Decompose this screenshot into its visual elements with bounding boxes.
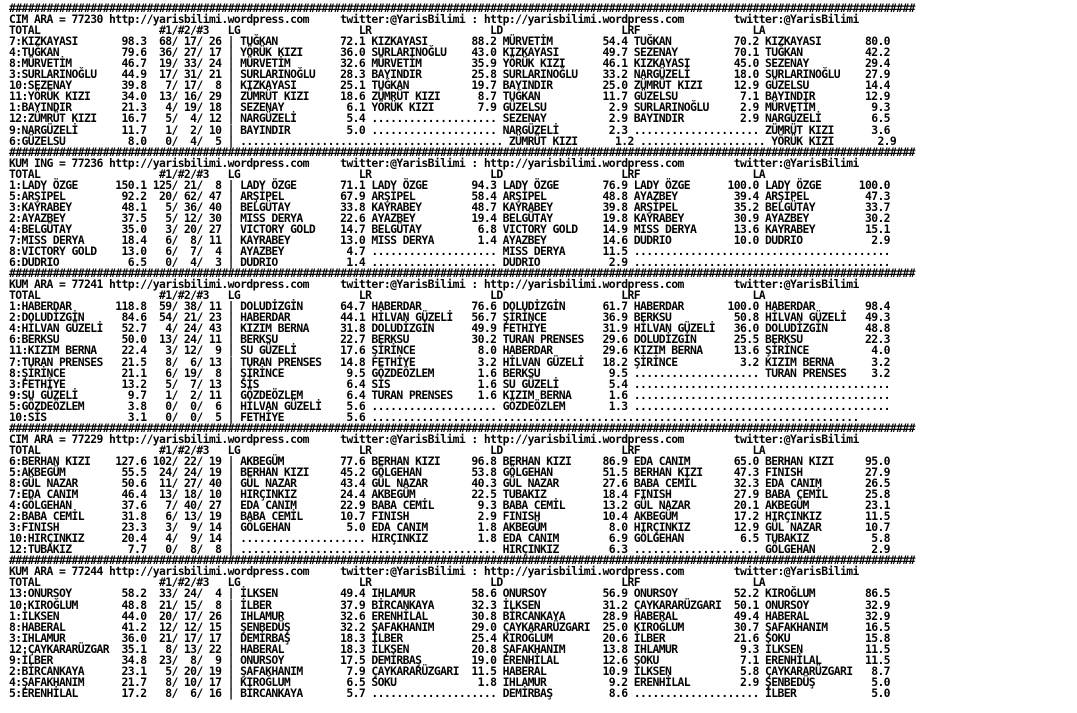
- race-header: CIM ARA = 77229 http://yarisbilimi.wordpress.com twitter:@YarisBilimi : http://yarisbilimi.wordpress.com twitter:@YarisBilimi: [9, 431, 859, 446]
- table-row: 11:KIZIM BERNA 22.4 3/ 12/ 9 | SU GÜZELİ 17.6 ŞİRİNCE 8.0 HABERDAR 29.6 KIZIM BERNA 13.6 ŞİRİNCE 4.0: [9, 343, 890, 358]
- table-row: 3:FINISH 23.3 3/ 9/ 14 | GÖLGEHAN 5.0 EDA CANIM 1.8 AKBEGÜM 8.0 HIRÇINKIZ 12.9 GÜL NAZAR 10.7: [9, 520, 890, 535]
- table-row: 5:GÖZDEÖZLEM 3.8 0/ 0/ 6 | HİLVAN GÜZELİ 5.6 .................... GÖZDEÖZLEM 1.3 .........................................: [9, 398, 890, 413]
- table-row: 2:AYAZBEY 37.5 5/ 12/ 30 | MISS DERYA 22.6 AYAZBEY 19.4 BELGÜTAY 19.8 KAYRABEY 30.9 AYAZBEY 30.2: [9, 210, 890, 225]
- table-row: 9:İLBER 34.8 23/ 8/ 9 | ONURSOY 17.5 DEMİRBAŞ 19.0 ERENHİLAL 12.6 SOKU 7.1 ERENHİLAL 11.5: [9, 652, 890, 667]
- column-header: TOTAL #1/#2/#3 LG LR LD LRF LA: [9, 166, 765, 181]
- table-row: 1:HABERDAR 118.8 59/ 38/ 11 | DOLUDİZGİN 64.7 HABERDAR 76.6 DOLUDİZGİN 61.7 HABERDAR 100.0 HABERDAR 98.4: [9, 299, 890, 314]
- table-row: 13:ONURSOY 58.2 33/ 24/ 4 | İLKSEN 49.4 IHLAMUR 58.6 ONURSOY 56.9 ONURSOY 52.2 KIROĞLUM 86.5: [9, 586, 890, 601]
- table-row: 6:BERHAN KIZI 127.6 102/ 22/ 19 | AKBEGÜM 77.6 BERHAN KIZI 96.8 BERHAN KIZI 86.9 EDA CANIM 65.0 BERHAN KIZI 95.0: [9, 453, 890, 468]
- table-row: 12:ÇAYKARARÜZGAR 35.1 8/ 13/ 22 | HABERAL 18.3 İLKSEN 20.8 ŞAFAKHANIM 13.8 IHLAMUR 9.3 İLKSEN 11.5: [9, 641, 890, 656]
- table-row: 9:NARGÜZELİ 11.7 1/ 2/ 10 | BAYINDIR 5.0 .................... NARGÜZELİ 2.3 .................... ZÜMRÜT KIZI 3.6: [9, 122, 890, 137]
- race-header: KUM ARA = 77244 http://yarisbilimi.wordpress.com twitter:@YarisBilimi : http://yarisbilimi.wordpress.com twitter:@YarisBilimi: [9, 564, 859, 579]
- table-row: 2:DOLUDİZGİN 84.6 54/ 21/ 23 | HABERDAR 44.1 HİLVAN GÜZELİ 56.7 ŞİRİNCE 36.9 BERKSU 50.8 HİLVAN GÜZELİ 49.3: [9, 310, 890, 325]
- table-row: 4:GÖLGEHAN 37.6 7/ 40/ 27 | EDA CANIM 22.9 BABA CEMİL 9.3 BABA CEMİL 13.2 GÜL NAZAR 20.1 AKBEGÜM 23.1: [9, 498, 890, 513]
- table-row: 12:ZÜMRÜT KIZI 16.7 5/ 4/ 12 | NARGÜZELİ 5.4 .................... SEZENAY 2.9 BAYINDIR 2.9 NARGÜZELİ 6.5: [9, 111, 890, 126]
- table-row: 8:VICTORY GOLD 13.0 6/ 7/ 4 | AYAZBEY 4.7 .................... MISS DERYA 11.5 .........................................: [9, 244, 890, 259]
- table-row: 5:AKBEGÜM 55.5 24/ 24/ 19 | BERHAN KIZI 45.2 GÖLGEHAN 53.8 GÖLGEHAN 51.5 BERHAN KIZI 47.3 FINISH 27.9: [9, 464, 890, 479]
- table-row: 10:SİS 3.1 0/ 0/ 5 | FETHİYE 5.6 ..............................................................................: [9, 409, 859, 424]
- separator-line: #################################################################################################################################################: [9, 1, 915, 15]
- column-header: TOTAL #1/#2/#3 LG LR LD LRF LA: [9, 23, 765, 38]
- table-row: 7:MISS DERYA 18.4 6/ 8/ 11 | KAYRABEY 13.0 MISS DERYA 1.4 AYAZBEY 14.6 DUDRIO 10.0 DUDRIO 2.9: [9, 232, 890, 247]
- table-row: 3:SURLARINOĞLU 44.9 17/ 31/ 21 | SURLARINOĞLU 28.3 BAYINDIR 25.8 SURLARINOĞLU 33.2 NARGÜZELİ 18.0 SURLARINOĞLU 27.9: [9, 67, 890, 82]
- race-header: KUM ING = 77236 http://yarisbilimi.wordpress.com twitter:@YarisBilimi : http://yarisbilimi.wordpress.com twitter:@YarisBilimi: [9, 155, 859, 170]
- table-row: 12:TUBAKIZ 7.7 0/ 8/ 8 | ......................................... HIRÇINKIZ 6.3 .................... GÖLGEHAN 2.9: [9, 542, 890, 557]
- table-row: 6:DUDRIO 6.5 0/ 4/ 3 | DUDRIO 1.4 .................... DUDRIO 2.9 .........................................: [9, 255, 890, 270]
- table-row: 8:HABERAL 41.2 12/ 12/ 15 | ŞENBEDÜŞ 32.2 ŞAFAKHANIM 29.0 ÇAYKARARÜZGARI 25.0 KIROĞLUM 30.7 ŞAFAKHANIM 16.5: [9, 619, 890, 634]
- table-row: 9:SU GÜZELİ 9.7 1/ 2/ 11 | GÖZDEÖZLEM 6.4 TURAN PRENSES 1.6 KIZIM BERNA 1.6 .........................................: [9, 387, 890, 402]
- table-row: 11:YÖRÜK KIZI 34.0 13/ 16/ 29 | ZÜMRÜT KIZI 18.6 ZÜMRÜT KIZI 8.7 TUĞKAN 11.7 GÜZELSU 7.1 BAYINDIR 12.9: [9, 89, 890, 104]
- race-header: KUM ARA = 77241 http://yarisbilimi.wordpress.com twitter:@YarisBilimi : http://yarisbilimi.wordpress.com twitter:@YarisBilimi: [9, 277, 859, 292]
- table-row: 8:ŞİRİNCE 21.1 6/ 19/ 8 | ŞİRİNCE 9.5 GÖZDEÖZLEM 1.6 BERKSU 9.5 .................... TURAN PRENSES 3.2: [9, 365, 890, 380]
- table-row: 1:LADY ÖZGE 150.1 125/ 21/ 8 | LADY ÖZGE 71.1 LADY ÖZGE 94.3 LADY ÖZGE 76.9 LADY ÖZGE 100.0 LADY ÖZGE 100.0: [9, 177, 890, 192]
- column-header: TOTAL #1/#2/#3 LG LR LD LRF LA: [9, 288, 765, 303]
- column-header: TOTAL #1/#2/#3 LG LR LD LRF LA: [9, 575, 765, 590]
- table-row: 2:BABA CEMİL 31.8 6/ 13/ 19 | BABA CEMİL 10.7 FINISH 2.9 FINISH 10.4 AKBEGÜM 17.2 HIRÇINKIZ 11.5: [9, 509, 890, 524]
- table-row: 7:KIZKAYASI 98.3 68/ 17/ 26 | TUĞKAN 72.1 KIZKAYASI 88.2 MÜRVETİM 54.4 TUĞKAN 70.2 KIZKAYASI 80.0: [9, 34, 890, 49]
- race-analysis-document: [9, 3, 915, 699]
- table-row: 4:TUĞKAN 79.6 36/ 27/ 17 | YÖRÜK KIZI 36.0 SURLARINOĞLU 43.0 KIZKAYASI 49.7 SEZENAY 70.1 TUĞKAN 42.2: [9, 45, 890, 60]
- table-row: 10:SEZENAY 39.8 7/ 17/ 8 | KIZKAYASI 25.1 TUĞKAN 19.7 BAYINDIR 25.0 ZÜMRÜT KIZI 12.9 GÜZELSU 14.4: [9, 78, 890, 93]
- table-row: 10:KIROĞLUM 48.8 21/ 15/ 8 | İLBER 37.9 BİRCANKAYA 32.3 İLKSEN 31.2 ÇAYKARARÜZGARI 50.1 ONURSOY 32.9: [9, 597, 890, 612]
- table-row: 2:BİRCANKAYA 23.1 5/ 20/ 19 | ŞAFAKHANIM 7.9 ÇAYKARARÜZGARI 11.5 HABERAL 10.9 İLKSEN 5.8 ÇAYKARARÜZGARI 8.7: [9, 663, 890, 678]
- table-row: 4:HİLVAN GÜZELİ 52.7 4/ 24/ 43 | KIZIM BERNA 31.8 DOLUDİZGİN 49.9 FETHİYE 31.9 HİLVAN GÜZELİ 36.0 DOLUDİZGİN 48.8: [9, 321, 890, 336]
- table-row: 5:ARŞİPEL 92.2 20/ 62/ 47 | ARŞİPEL 67.9 ARŞİPEL 58.4 ARŞİPEL 48.8 AYAZBEY 39.4 ARŞİPEL 47.3: [9, 188, 890, 203]
- table-row: 3:IHLAMUR 36.0 21/ 17/ 17 | DEMİRBAŞ 18.3 İLBER 25.4 KIROĞLUM 20.6 İLBER 21.6 SOKU 15.8: [9, 630, 890, 645]
- table-row: 8:MÜRVETİM 46.7 19/ 33/ 24 | MÜRVETİM 32.6 MÜRVETİM 35.9 YÖRÜK KIZI 46.1 KIZKAYASI 45.0 SEZENAY 29.4: [9, 56, 890, 71]
- table-row: 1:İLKSEN 44.0 20/ 17/ 26 | IHLAMUR 32.6 ERENHİLAL 30.8 BİRCANKAYA 28.9 HABERAL 49.4 HABERAL 32.9: [9, 608, 890, 623]
- table-row: 7:TURAN PRENSES 21.5 8/ 6/ 13 | TURAN PRENSES 14.8 FETHİYE 3.2 HİLVAN GÜZELİ 18.2 ŞİRİNCE 3.2 KIZIM BERNA 3.2: [9, 354, 890, 369]
- table-row: 7:EDA CANIM 46.4 13/ 18/ 10 | HIRÇINKIZ 24.4 AKBEGÜM 22.5 TUBAKIZ 18.4 FINISH 27.9 BABA CEMİL 25.8: [9, 487, 890, 502]
- table-row: 5:ERENHİLAL 17.2 8/ 6/ 16 | BİRCANKAYA 5.7 .................... DEMİRBAŞ 8.6 .................... İLBER 5.0: [9, 685, 890, 700]
- separator-line: #################################################################################################################################################: [9, 420, 915, 435]
- column-header: TOTAL #1/#2/#3 LG LR LD LRF LA: [9, 442, 765, 457]
- table-row: 8:GÜL NAZAR 50.6 11/ 27/ 40 | GÜL NAZAR 43.4 GÜL NAZAR 40.3 GÜL NAZAR 27.6 BABA CEMİL 32.3 EDA CANIM 26.5: [9, 476, 890, 491]
- table-row: 6:BERKSU 50.0 13/ 24/ 11 | BERKSU 22.7 BERKSU 30.2 TURAN PRENSES 29.6 DOLUDİZGİN 25.5 BERKSU 22.3: [9, 332, 890, 347]
- table-row: 6:GÜZELSU 8.0 0/ 4/ 5 | .......................................... ZÜMRÜT KIZI 1.2 .................... YÖRÜK KIZI 2.9: [9, 133, 897, 148]
- table-row: 4:BELGÜTAY 35.0 3/ 20/ 27 | VICTORY GOLD 14.7 BELGÜTAY 6.8 VICTORY GOLD 14.9 MISS DERYA 13.6 KAYRABEY 15.1: [9, 221, 890, 236]
- separator-line: #################################################################################################################################################: [9, 266, 915, 281]
- separator-line: #################################################################################################################################################: [9, 553, 915, 568]
- table-row: 4:ŞAFAKHANIM 21.7 8/ 10/ 17 | KIROĞLUM 6.5 SOKU 1.8 IHLAMUR 9.2 ERENHİLAL 2.9 ŞENBEDÜŞ 5.0: [9, 674, 890, 689]
- table-row: 3:KAYRABEY 48.1 5/ 36/ 40 | BELGÜTAY 33.8 KAYRABEY 48.7 KAYRABEY 39.8 ARŞİPEL 35.2 BELGÜTAY 33.7: [9, 199, 890, 214]
- table-row: 10:HIRÇINKIZ 20.4 4/ 9/ 14 | .................... HIRÇINKIZ 1.8 EDA CANIM 6.9 GÖLGEHAN 6.5 TUBAKIZ 5.8: [9, 531, 890, 546]
- table-row: 3:FETHİYE 13.2 5/ 7/ 13 | SİS 6.4 SİS 1.6 SU GÜZELİ 5.4 .........................................: [9, 376, 890, 391]
- table-row: 1:BAYINDIR 21.3 4/ 19/ 18 | SEZENAY 6.1 YÖRÜK KIZI 7.9 GÜZELSU 2.9 SURLARINOĞLU 2.9 MÜRVETİM 9.3: [9, 100, 890, 115]
- separator-line: #################################################################################################################################################: [9, 144, 915, 159]
- race-header: CIM ARA = 77230 http://yarisbilimi.wordpress.com twitter:@YarisBilimi : http://yarisbilimi.wordpress.com twitter:@YarisBilimi: [9, 12, 859, 27]
